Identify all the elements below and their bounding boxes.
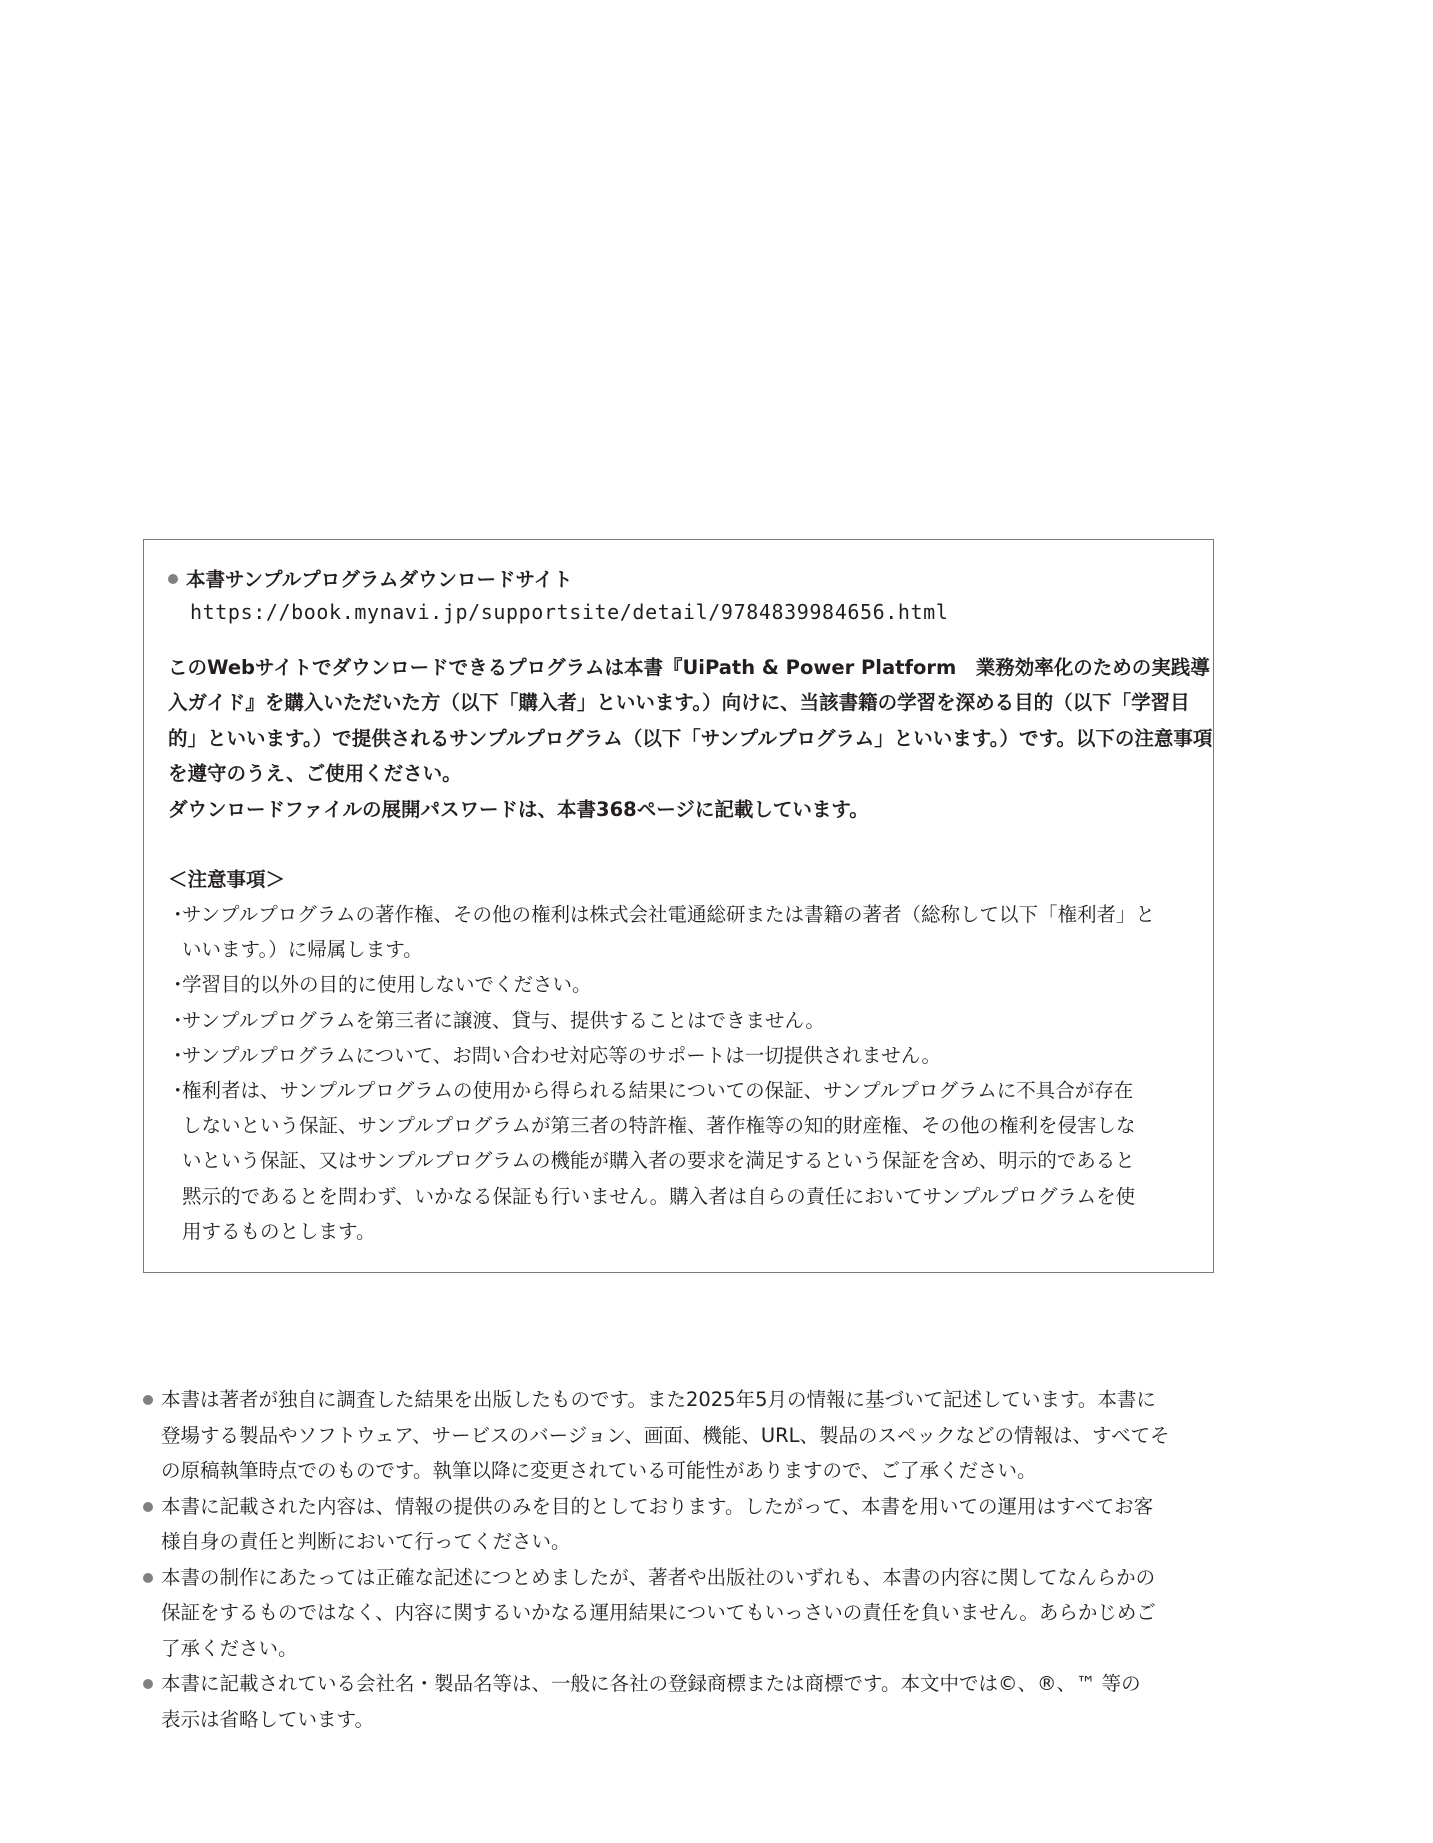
- bullet-mark: ・: [168, 1079, 188, 1103]
- caution-item: [168, 967, 1198, 1002]
- bullet-dot-icon: [143, 1679, 153, 1689]
- caution-line: いという保証、又はサンプルプログラムの機能が購入者の要求を満足するという保証を含め、明示的であると: [182, 1149, 1135, 1173]
- download-site-heading: [168, 565, 573, 595]
- disclaimer-line: の原稿執筆時点でのものです。執筆以降に変更されている可能性がありますので、ご了承ください。: [161, 1459, 1037, 1482]
- disclaimer-item: [143, 1382, 1223, 1489]
- caution-line: サンプルプログラムの著作権、その他の権利は株式会社電通総研または書籍の著者（総称して以下「権利者」と: [182, 903, 1156, 926]
- caution-line: 学習目的以外の目的に使用しないでください。: [182, 973, 592, 997]
- intro-paragraph: [168, 650, 1213, 827]
- caution-item: [168, 1038, 1198, 1073]
- caution-line: 権利者は、サンプルプログラムの使用から得られる結果についての保証、サンプルプログラムに不具合が存在: [182, 1079, 1134, 1103]
- cautions-heading: ＜注意事項＞: [168, 868, 286, 891]
- disclaimer-item: [143, 1560, 1223, 1667]
- password-note: ダウンロードファイルの展開パスワードは、本書368ページに記載しています。: [168, 797, 869, 821]
- intro-line: このWebサイトでダウンロードできるプログラムは本書『UiPath & Power Platform 業務効率化のための実践導: [168, 656, 1210, 679]
- disclaimer-line: 本書に記載されている会社名・製品名等は、一般に各社の登録商標または商標です。本文中では©、®、™ 等の: [161, 1672, 1141, 1695]
- caution-item: [168, 1073, 1198, 1249]
- caution-line: しないという保証、サンプルプログラムが第三者の特許権、著作権等の知的財産権、その他の権利を侵害しな: [182, 1114, 1136, 1138]
- disclaimer-line: 本書に記載された内容は、情報の提供のみを目的としております。したがって、本書を用いての運用はすべてお客: [161, 1494, 1154, 1518]
- caution-line: いいます。）に帰属します。: [182, 938, 423, 962]
- bullet-mark: ・: [168, 1008, 188, 1032]
- bullet-mark: ・: [168, 973, 188, 997]
- intro-line: を遵守のうえ、ご使用ください。: [168, 762, 462, 786]
- caution-item: [168, 1003, 1198, 1038]
- bullet-dot-icon: [143, 1573, 153, 1583]
- disclaimer-item: [143, 1489, 1223, 1560]
- caution-item: [168, 897, 1198, 967]
- download-site-heading-text: 本書サンプルプログラムダウンロードサイト: [186, 568, 573, 591]
- bullet-dot-icon: [143, 1395, 153, 1405]
- disclaimer-line: 保証をするものではなく、内容に関するいかなる運用結果についてもいっさいの責任を負いません。あらかじめご: [161, 1601, 1156, 1624]
- disclaimer-line: 表示は省略しています。: [161, 1707, 374, 1731]
- intro-line: 入ガイド』を購入いただいた方（以下「購入者」といいます。）向けに、当該書籍の学習を深める目的（以下「学習目: [168, 691, 1190, 715]
- disclaimer-line: 登場する製品やソフトウェア、サービスのバージョン、画面、機能、URL、製品のスペックなどの情報は、すべてそ: [161, 1423, 1170, 1447]
- disclaimer-line: 本書の制作にあたっては正確な記述につとめましたが、著者や出版社のいずれも、本書の内容に関してなんらかの: [161, 1565, 1156, 1589]
- intro-line: 的」といいます。）で提供されるサンプルプログラム（以下「サンプルプログラム」といいます。）です。以下の注意事項: [168, 726, 1213, 750]
- disclaimer-list: [143, 1382, 1223, 1737]
- bullet-mark: ・: [168, 1043, 188, 1067]
- caution-line: 黙示的であるとを問わず、いかなる保証も行いません。購入者は自らの責任においてサンプルプログラムを使: [182, 1184, 1136, 1208]
- download-site-url[interactable]: https://book.mynavi.jp/supportsite/detail/9784839984656.html: [190, 600, 949, 624]
- cautions-list: [168, 897, 1198, 1249]
- bullet-dot-icon: [168, 574, 178, 584]
- disclaimer-item: [143, 1666, 1223, 1737]
- caution-line: 用するものとします。: [182, 1219, 376, 1243]
- disclaimer-line: 了承ください。: [161, 1636, 298, 1660]
- bullet-mark: ・: [168, 903, 188, 926]
- bullet-dot-icon: [143, 1502, 153, 1512]
- disclaimer-line: 本書は著者が独自に調査した結果を出版したものです。また2025年5月の情報に基づいて記述しています。本書に: [161, 1388, 1156, 1411]
- disclaimer-line: 様自身の責任と判断において行ってください。: [161, 1530, 571, 1553]
- caution-line: サンプルプログラムについて、お問い合わせ対応等のサポートは一切提供されません。: [182, 1043, 941, 1067]
- caution-line: サンプルプログラムを第三者に譲渡、貸与、提供することはできません。: [182, 1008, 825, 1032]
